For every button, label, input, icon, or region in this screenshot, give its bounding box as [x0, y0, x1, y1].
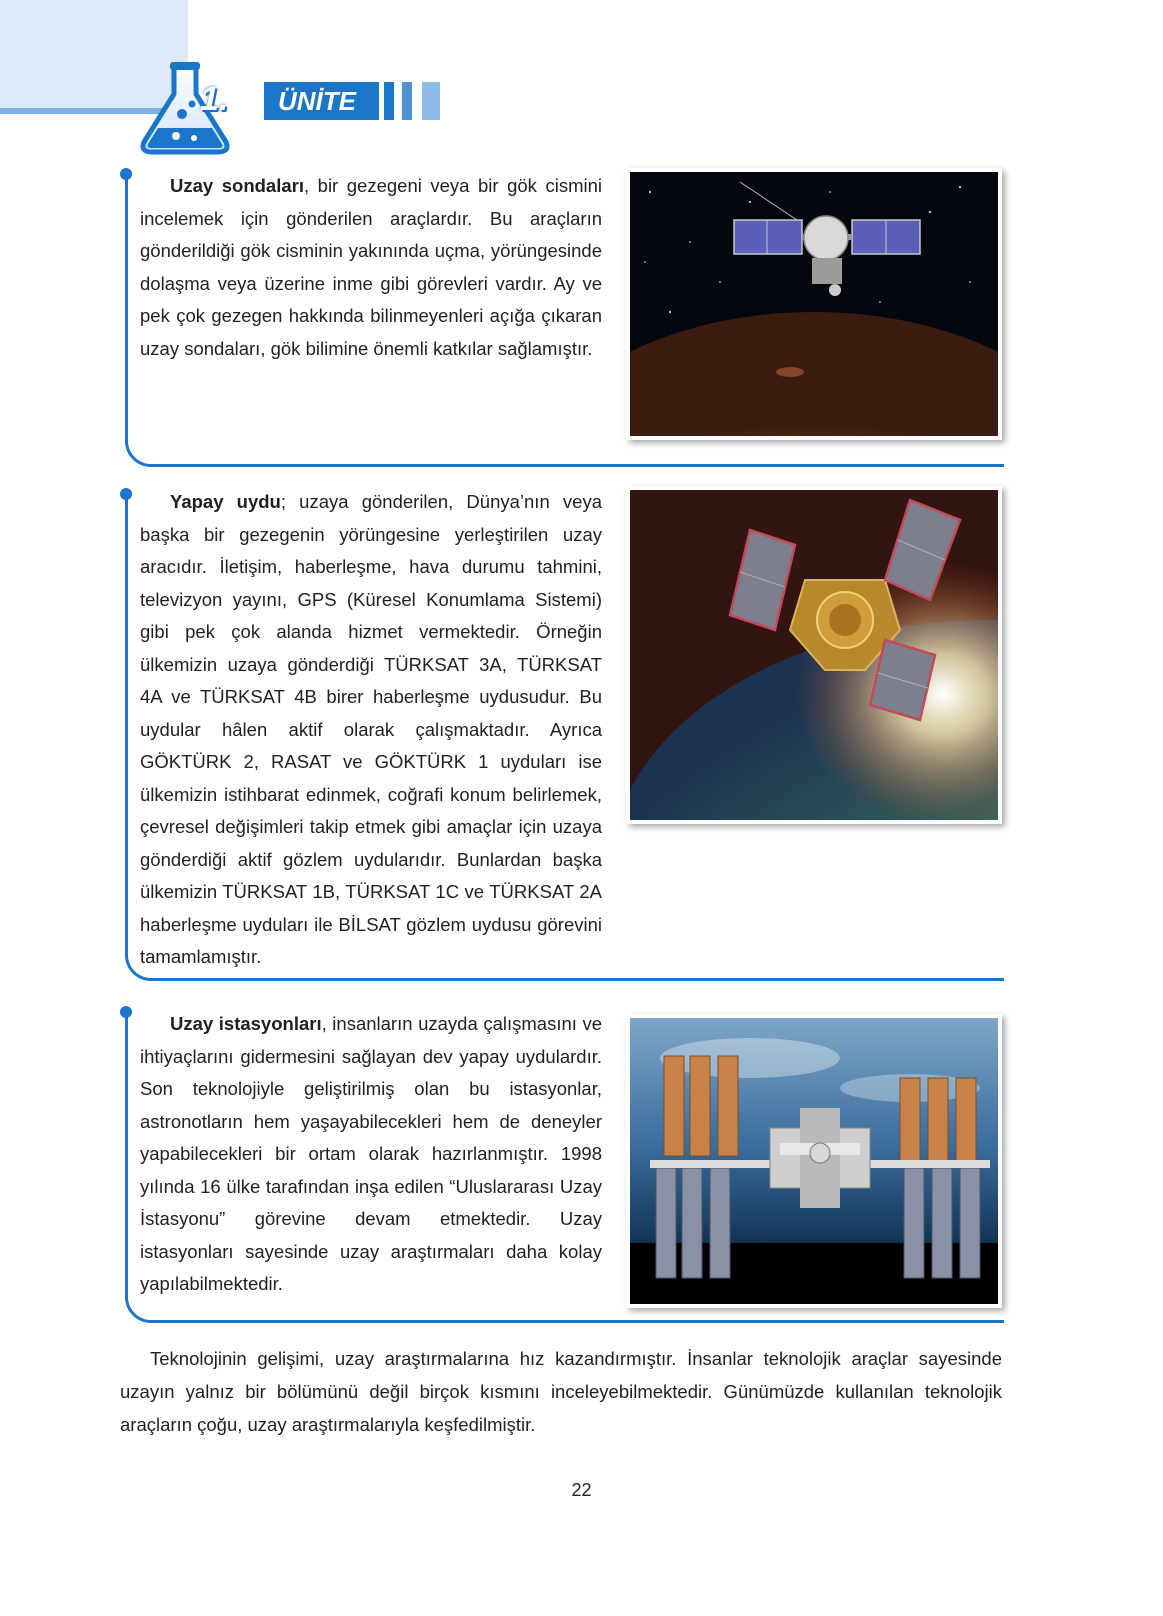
page-number: 22: [571, 1480, 592, 1500]
section-station-text: Uzay istasyonları, insanların uzayda çalışmasını ve ihtiyaçlarını gidermesini sağlayan dev yapay uydulardır. Son teknolojiyle geliştirilmiş olan bu istasyonlar, astronotların hem yaşayabilecekleri hem de deneyler yapabilecekleri bir ortam olarak hazırlanmıştır. 1998 yılında 16 ülke tarafından inşa edilen “Uluslararası Uzay İstasyonu” görevine devam etmektedir. Uzay istasyonları sayesinde uzay araştırmaları daha kolay yapılabilmektedir.: [140, 1013, 602, 1294]
satellite-image: [626, 486, 1002, 824]
space-station-image: [626, 1014, 1002, 1308]
term-artificial-satellite: Yapay uydu: [170, 491, 281, 512]
section-dot: [120, 488, 132, 500]
closing-paragraph: Teknolojinin gelişimi, uzay araştırmalarına hız kazandırmıştır. İnsanlar teknolojik araçlar sayesinde uzayın yalnız bir bölümünü değil birçok kısmını inceleyebilmektedir. Günümüzde kullanılan teknolojik araçların çoğu, uzay araştırmalarıyla keşfedilmiştir.: [120, 1348, 1002, 1435]
header-stripe: [384, 82, 394, 120]
space-probe-image: [626, 168, 1002, 440]
header-stripe: [402, 82, 412, 120]
term-space-stations: Uzay istasyonları: [170, 1013, 322, 1034]
header-stripe: [422, 82, 440, 120]
section-dot: [120, 1006, 132, 1018]
term-space-probes: Uzay sondaları: [170, 175, 304, 196]
section-dot: [120, 168, 132, 180]
section-satellite-text: Yapay uydu; uzaya gönderilen, Dünya’nın veya başka bir gezegenin yörüngesine yerleştirilen uzay aracıdır. İletişim, haberleşme, hava durumu tahmini, televizyon yayını, GPS (Küresel Konumlama Sistemi) gibi pek çok alanda hizmet vermektedir. Örneğin ülkemizin uzaya gönderdiği TÜRKSAT 3A, TÜRKSAT 4A ve TÜRKSAT 4B birer haberleşme uydusudur. Bu uydular hâlen aktif olarak çalışmaktadır. Ayrıca GÖKTÜRK 2, RASAT ve GÖKTÜRK 1 uyduları ise ülkemizin istihbarat edinmek, coğrafi konum belirlemek, çevresel değişimleri takip etmek gibi amaçlar için uzaya gönderdiği aktif gözlem uydularıdır. Bunlardan başka ülkemizin TÜRKSAT 1B, TÜRKSAT 1C ve TÜRKSAT 2A haberleşme uyduları ile BİLSAT gözlem uydusu görevini tamamlamıştır.: [140, 491, 602, 967]
section-probes-text: Uzay sondaları, bir gezegeni veya bir gök cismini incelemek için gönderilen araçlardır. Bu araçların gönderildiği gök cisminin yakınında uçma, yörüngesinde dolaşma veya üzerine inme gibi görevleri vardır. Ay ve pek çok gezegen hakkında bilinmeyenleri açığa çıkaran uzay sondaları, gök bilimine önemli katkılar sağlamıştır.: [140, 175, 602, 359]
unit-number: 1.: [200, 80, 229, 118]
unit-label: ÜNİTE: [264, 82, 379, 120]
